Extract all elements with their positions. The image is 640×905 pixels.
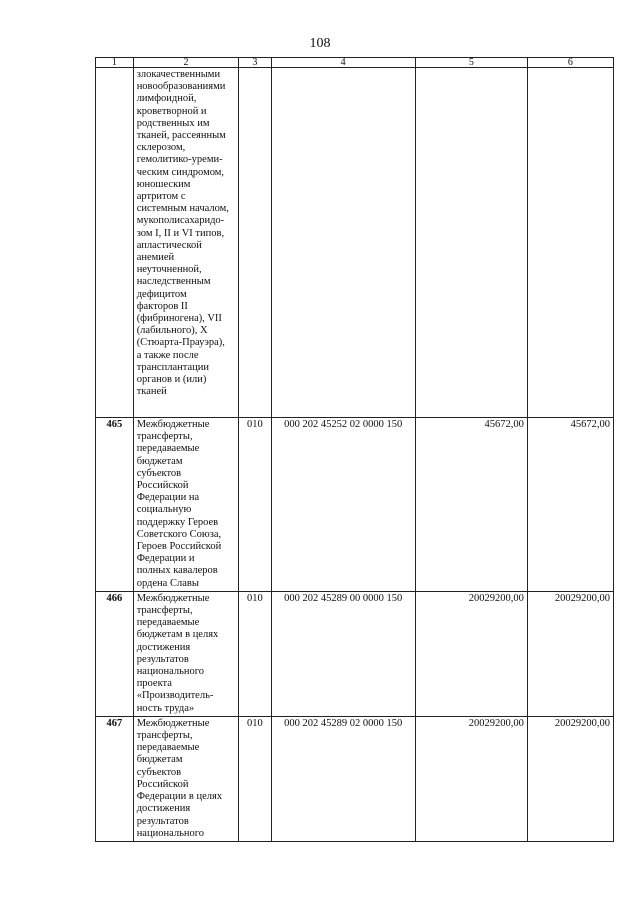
table-row — [96, 716, 614, 841]
row-amount-1: 20029200,00 — [415, 591, 527, 716]
row-amount-2: 20029200,00 — [527, 591, 613, 716]
row-kbk-code — [271, 68, 415, 418]
table-row — [96, 591, 614, 716]
row-kbk-code: 000 202 45289 02 0000 150 — [271, 716, 415, 841]
budget-table — [95, 57, 614, 842]
row-amount-2: 45672,00 — [527, 418, 613, 592]
row-amount-2 — [527, 68, 613, 418]
header-col-2: 2 — [133, 58, 239, 68]
row-amount-1 — [415, 68, 527, 418]
header-col-1: 1 — [96, 58, 134, 68]
row-grbs-code: 010 — [239, 418, 271, 592]
header-col-3: 3 — [239, 58, 271, 68]
row-description: злокачественными новообразованиями лимфоидной, кроветворной и родственных им тканей, рассеянным склерозом, гемолитико-уреми- ческим синдромом, юношеским артритом с системным началом, мукополисахаридо- зом I, II и VI типов, апластической анемией неуточненной, наследственным дефицитом факторов II (фибриногена), VII (лабильного), X (Стюарта-Прауэра), а также после трансплантации органов и (или) тканей — [133, 68, 239, 418]
table-row — [96, 68, 614, 418]
header-row — [96, 58, 614, 68]
row-number: 465 — [96, 418, 134, 592]
row-description: Межбюджетные трансферты, передаваемые бюджетам в целях достижения результатов национального проекта «Производитель- ность труда» — [133, 591, 239, 716]
row-number: 466 — [96, 591, 134, 716]
page-number: 108 — [309, 36, 331, 51]
row-amount-1: 45672,00 — [415, 418, 527, 592]
row-kbk-code: 000 202 45252 02 0000 150 — [271, 418, 415, 592]
row-amount-2: 20029200,00 — [527, 716, 613, 841]
header-col-5: 5 — [415, 58, 527, 68]
row-amount-1: 20029200,00 — [415, 716, 527, 841]
row-kbk-code: 000 202 45289 00 0000 150 — [271, 591, 415, 716]
row-grbs-code — [239, 68, 271, 418]
header-col-4: 4 — [271, 58, 415, 68]
row-grbs-code: 010 — [239, 591, 271, 716]
table-row — [96, 418, 614, 592]
row-number — [96, 68, 134, 418]
row-description: Межбюджетные трансферты, передаваемые бюджетам субъектов Российской Федерации в целях достижения результатов национального — [133, 716, 239, 841]
row-grbs-code: 010 — [239, 716, 271, 841]
row-description: Межбюджетные трансферты, передаваемые бюджетам субъектов Российской Федерации на социальную поддержку Героев Советского Союза, Героев Российской Федерации и полных кавалеров ордена Славы — [133, 418, 239, 592]
row-number: 467 — [96, 716, 134, 841]
header-col-6: 6 — [527, 58, 613, 68]
